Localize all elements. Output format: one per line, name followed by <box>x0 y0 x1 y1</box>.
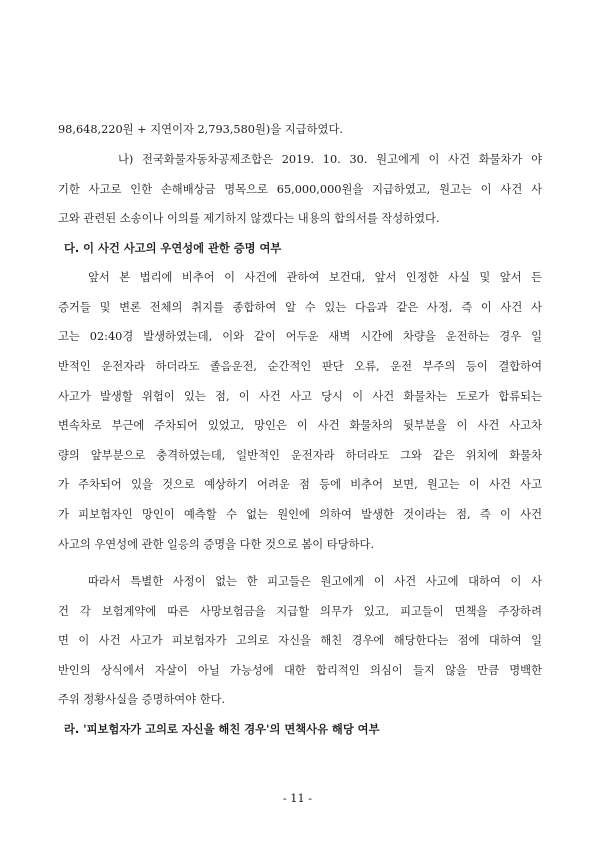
page-number: - 11 - <box>282 792 313 805</box>
body-line: 가 피보험자인 망인이 예측할 수 없는 원인에 의하여 발생한 것이라는 점, 즉 이 사건 <box>58 508 542 521</box>
body-line: 98,648,220원 + 지연이자 2,793,580원)을 지급하였다. <box>58 123 343 136</box>
body-line: 반인의 상식에서 자살이 아닐 가능성에 대한 합리적인 의심이 들지 않을 만큼 명백한 <box>58 664 542 677</box>
body-line: 반적인 운전자라 하더라도 졸음운전, 순간적인 판단 오류, 운전 부주의 등이 결합하여 <box>58 360 542 373</box>
section-heading-da: 다. 이 사건 사고의 우연성에 관한 증명 여부 <box>64 242 282 255</box>
body-line: 가 주차되어 있을 것으로 예상하기 어려운 점 등에 비추어 보면, 원고는 이 사건 사고 <box>58 478 542 491</box>
body-line: 고와 관련된 소송이나 이의를 제기하지 않겠다는 내용의 합의서를 작성하였다. <box>58 212 440 225</box>
body-line: 고는 02:40경 발생하였는데, 이와 같이 어두운 새벽 시간에 차량을 운전하는 경우 일 <box>58 330 542 343</box>
body-line: 량의 앞부분으로 충격하였는데, 일반적인 운전자라 하더라도 그와 같은 위치에 화물차 <box>58 449 542 462</box>
body-line: 면 이 사건 사고가 피보험자가 고의로 자신을 해친 경우에 해당한다는 점에 대하여 일 <box>58 634 542 647</box>
body-line: 건 각 보험계약에 따른 사망보험금을 지급할 의무가 있고, 피고들이 면책을 주장하려 <box>58 605 542 618</box>
body-line: 증거들 및 변론 전체의 취지를 종합하여 알 수 있는 다음과 같은 사정, 즉 이 사건 사 <box>58 301 542 314</box>
body-line: 나) 전국화물자동차공제조합은 2019. 10. 30. 원고에게 이 사건 화물차가 야 <box>118 153 542 166</box>
body-line: 주위 정황사실을 증명하여야 한다. <box>58 693 226 706</box>
body-line: 변속차로 부근에 주차되어 있었고, 망인은 이 사건 화물차의 뒷부분을 이 사건 사고차 <box>58 419 542 432</box>
body-line: 따라서 특별한 사정이 없는 한 피고들은 원고에게 이 사건 사고에 대하여 이 사 <box>88 575 542 588</box>
section-heading-ra: 라. '피보험자가 고의로 자신을 해친 경우'의 면책사유 해당 여부 <box>64 723 380 736</box>
body-line: 사고의 우연성에 관한 일응의 증명을 다한 것으로 봄이 타당하다. <box>58 538 375 551</box>
body-line: 앞서 본 법리에 비추어 이 사건에 관하여 보건대, 앞서 인정한 사실 및 앞서 든 <box>88 271 542 284</box>
body-line: 기한 사고로 인한 손해배상금 명목으로 65,000,000원을 지급하였고, 원고는 이 사건 사 <box>58 183 542 196</box>
body-line: 사고가 발생할 위험이 있는 점, 이 사건 사고 당시 이 사건 화물차는 도로가 합류되는 <box>58 390 542 403</box>
